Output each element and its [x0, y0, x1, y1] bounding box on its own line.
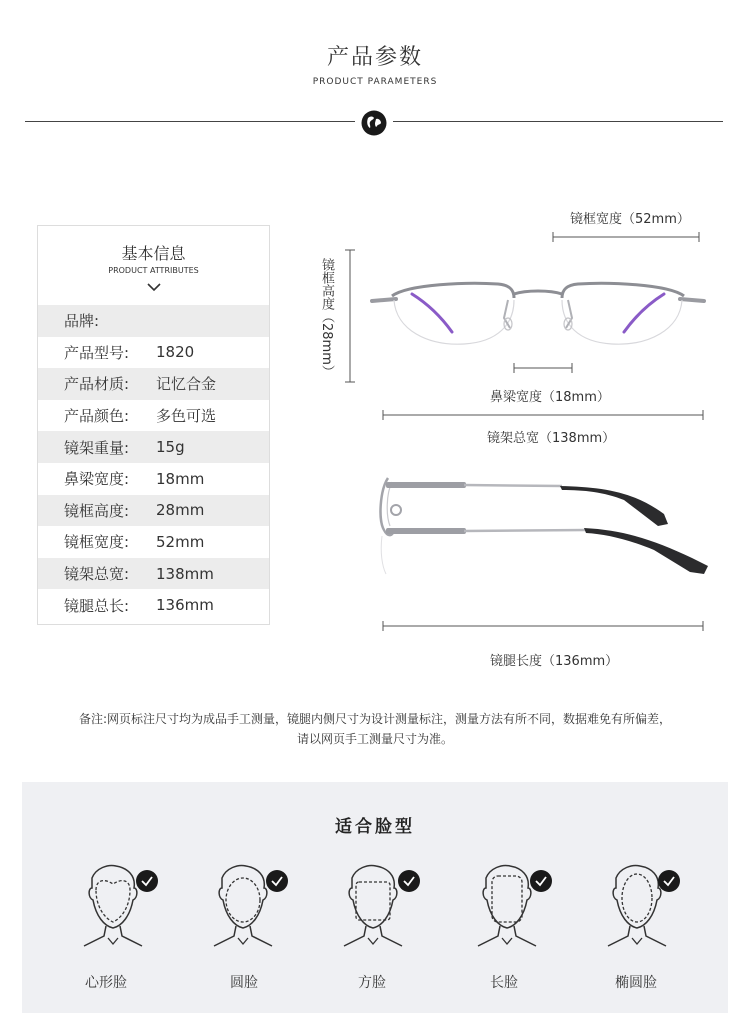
row-value: 15g	[156, 438, 185, 457]
glasses-side-view	[374, 470, 714, 580]
row-label: 产品颜色:	[64, 407, 130, 426]
row-label: 镜腿总长:	[64, 596, 130, 615]
table-row	[38, 337, 269, 369]
table-row	[38, 463, 269, 495]
note-line-1: 备注:网页标注尺寸均为成品手工测量，镜腿内侧尺寸为设计测量标注，测量方法有所不同，数据难免有所偏差，	[78, 712, 672, 726]
table-row	[38, 558, 269, 590]
face-shapes-title: 适合脸型	[335, 817, 415, 837]
divider-right	[393, 121, 723, 122]
glasses-front-view	[368, 270, 708, 350]
attributes-card	[37, 225, 270, 625]
bridge-width-label: 鼻梁宽度（18mm）	[490, 390, 610, 405]
face-shape-item	[78, 864, 168, 994]
table-row	[38, 431, 269, 463]
total-width-line	[382, 409, 704, 421]
face-shape-label: 心形脸	[85, 975, 127, 991]
globe-icon	[361, 110, 387, 136]
row-label: 产品材质:	[64, 375, 130, 394]
check-icon	[136, 870, 158, 892]
row-value: 18mm	[156, 469, 205, 488]
row-label: 产品型号:	[64, 343, 130, 362]
lens-height-label: 镜框高度（28mm）	[319, 258, 334, 378]
row-value: 记忆合金	[156, 375, 217, 394]
attributes-subtitle: PRODUCT ATTRIBUTES	[108, 266, 199, 275]
divider-left	[25, 121, 355, 122]
face-shape-item	[208, 864, 298, 994]
note-line-2: 请以网页手工测量尺寸为准。	[296, 732, 453, 746]
check-icon	[266, 870, 288, 892]
total-width-label: 镜架总宽（138mm）	[487, 431, 616, 446]
table-row	[38, 495, 269, 527]
face-shape-label: 方脸	[358, 975, 386, 991]
table-row	[38, 368, 269, 400]
row-value: 138mm	[156, 564, 214, 583]
check-icon	[398, 870, 420, 892]
table-row	[38, 305, 269, 337]
face-shape-item	[338, 864, 428, 994]
lens-width-label: 镜框宽度（52mm）	[570, 212, 690, 227]
temple-length-label: 镜腿长度（136mm）	[490, 654, 619, 669]
face-shape-item	[602, 864, 692, 994]
lens-height-line	[343, 249, 357, 383]
row-label: 鼻梁宽度:	[64, 470, 130, 489]
check-icon	[658, 870, 680, 892]
face-shape-label: 圆脸	[230, 975, 258, 991]
table-row	[38, 526, 269, 558]
row-label: 镜架总宽:	[64, 565, 130, 584]
page-title: 产品参数	[326, 45, 423, 70]
row-label: 镜框宽度:	[64, 533, 130, 552]
row-label: 镜框高度:	[64, 501, 130, 520]
attributes-table	[38, 305, 269, 621]
check-icon	[530, 870, 552, 892]
attributes-title: 基本信息	[121, 244, 186, 263]
face-shape-label: 椭圆脸	[615, 975, 657, 991]
temple-length-line	[382, 620, 704, 632]
page-subtitle: PRODUCT PARAMETERS	[312, 77, 438, 87]
row-value: 1820	[156, 343, 195, 362]
row-value: 28mm	[156, 501, 205, 520]
row-value: 136mm	[156, 596, 214, 615]
table-row	[38, 589, 269, 621]
table-row	[38, 400, 269, 432]
face-shape-item	[472, 864, 562, 994]
bridge-width-line	[513, 362, 573, 374]
chevron-down-icon	[146, 281, 162, 293]
row-label: 品牌:	[64, 312, 100, 331]
face-shape-label: 长脸	[490, 975, 518, 991]
row-value: 52mm	[156, 532, 205, 551]
face-shapes-panel	[22, 782, 728, 1013]
row-value: 多色可选	[156, 407, 217, 426]
lens-width-line	[552, 231, 700, 243]
row-label: 镜架重量:	[64, 438, 130, 457]
